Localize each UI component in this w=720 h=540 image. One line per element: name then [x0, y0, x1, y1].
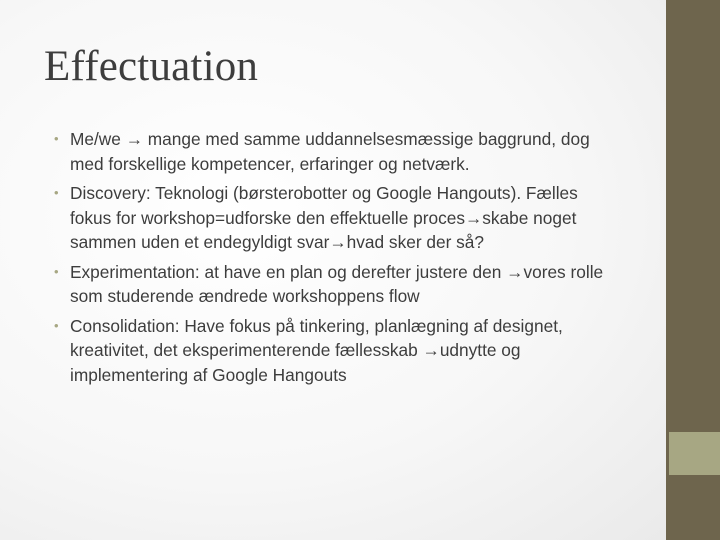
bullet-item-consolidation	[54, 314, 614, 388]
bullet-list	[54, 127, 614, 392]
bullet-text: Consolidation: Have fokus på tinkering, planlægning af designet, kreativitet, det eksperimenterende fællesskab	[70, 315, 563, 360]
bullet-text: Discovery: Teknologi (børsterobotter og Google Hangouts). Fælles fokus for workshop=udforske den effektuelle proces	[70, 183, 578, 228]
bullet-text: udnytte og implementering af Google Hangouts	[70, 340, 521, 385]
bullet-text: Me/we	[70, 129, 126, 149]
bullet-icon: •	[54, 317, 59, 333]
bullet-icon: •	[54, 131, 59, 146]
arrow-right-icon: →	[125, 129, 143, 149]
bullet-text: mange med samme uddannelsesmæssige baggrund, dog med forskellige kompetencer, erfaringer og netværk.	[70, 129, 590, 174]
arrow-right-icon: →	[422, 340, 440, 360]
bullet-icon: •	[54, 185, 59, 200]
arrow-right-icon: →	[506, 261, 524, 282]
bullet-text: skabe noget sammen uden et endegyldigt svar	[70, 207, 577, 252]
bullet-text: hvad sker der så?	[346, 232, 485, 252]
decorative-accent-block	[669, 432, 720, 475]
slide-title: Effectuation	[44, 43, 259, 90]
bullet-item-experimentation	[54, 260, 614, 309]
bullet-item-me-we	[54, 127, 614, 176]
arrow-right-icon: →	[329, 232, 347, 252]
bullet-icon: •	[54, 263, 59, 279]
bullet-text: Experimentation: at have en plan og derefter justere den	[70, 261, 507, 282]
bullet-text: vores rolle som studerende ændrede workshoppens flow	[70, 261, 604, 306]
bullet-item-discovery	[54, 181, 614, 255]
arrow-right-icon: →	[464, 207, 483, 228]
